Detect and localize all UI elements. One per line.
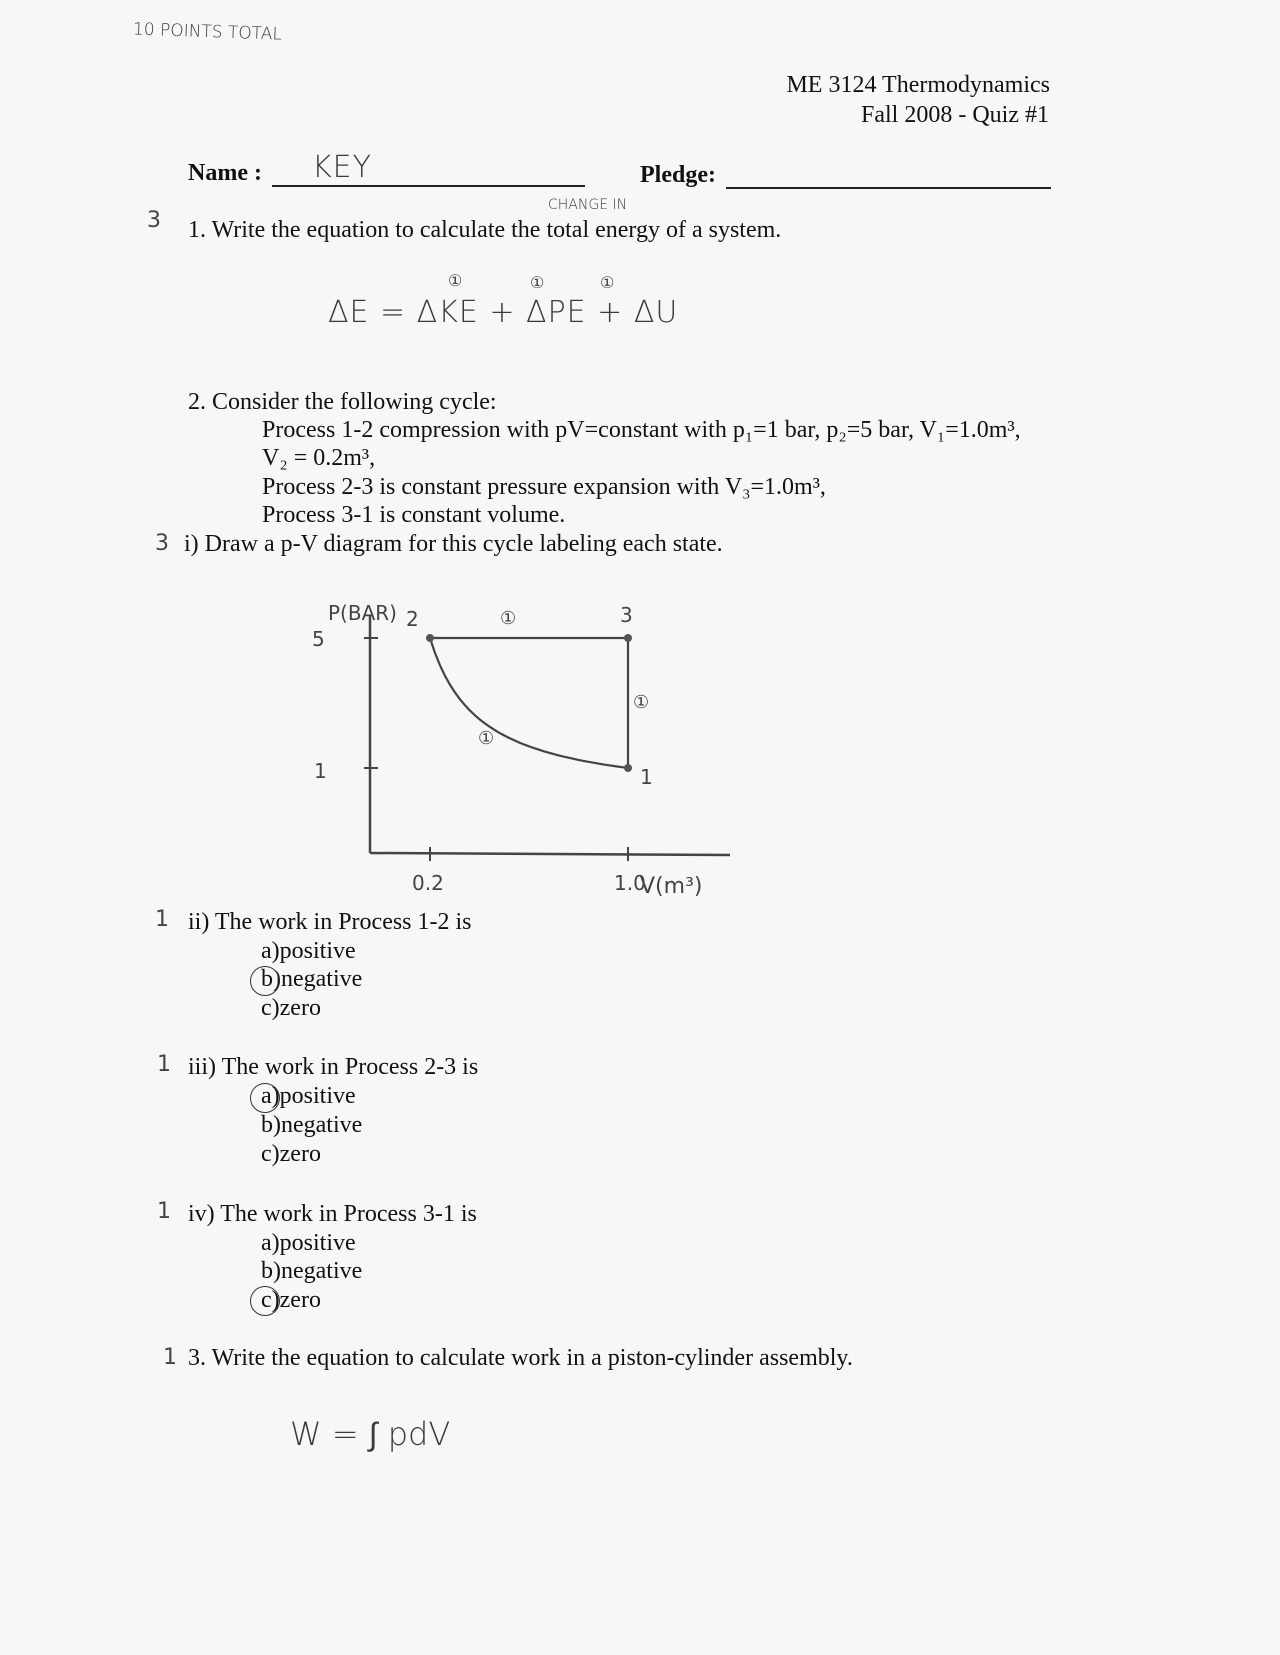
q2iv-option-c[interactable]: c)zero	[261, 1287, 321, 1313]
name-label: Name :	[188, 160, 262, 186]
q2iv-score: 1	[157, 1199, 171, 1224]
q2iii-option-a[interactable]: a)positive	[261, 1083, 356, 1109]
y-tick-label-1: 1	[314, 759, 327, 783]
state-label-1: 1	[640, 765, 653, 789]
q2ii-option-c[interactable]: c)zero	[261, 995, 321, 1021]
mark-3-1: ①	[633, 692, 650, 713]
q2iv-option-a[interactable]: a)positive	[261, 1230, 356, 1256]
state-label-2: 2	[406, 607, 419, 631]
name-line	[272, 185, 585, 187]
points-note: 10 POINTS TOTAL	[132, 19, 283, 45]
q3-answer: W = ∫ pdV	[290, 1415, 451, 1453]
quiz-term: Fall 2008 - Quiz #1	[861, 102, 1049, 128]
pv-diagram	[300, 590, 820, 910]
q2i-text: i) Draw a p-V diagram for this cycle labeling each state.	[184, 531, 723, 557]
segment-1-2	[430, 638, 628, 768]
name-value: KEY	[312, 150, 372, 185]
pledge-label: Pledge:	[640, 162, 716, 188]
q3-score: 1	[163, 1345, 177, 1370]
q1-mark-3: ①	[600, 273, 615, 292]
pledge-line	[726, 187, 1051, 189]
q2iii-option-b[interactable]: b)negative	[261, 1112, 363, 1138]
q1-answer: ΔE = ΔKE + ΔPE + ΔU	[328, 295, 679, 330]
q2ii-question: ii) The work in Process 1-2 is	[188, 909, 472, 935]
course-title: ME 3124 Thermodynamics	[786, 72, 1050, 98]
state-point-3	[624, 634, 632, 642]
mark-1-2: ①	[478, 728, 495, 749]
q2iii-score: 1	[157, 1052, 171, 1077]
q2-process-3-1: Process 3-1 is constant volume.	[262, 502, 566, 528]
q2iii-option-c[interactable]: c)zero	[261, 1141, 321, 1167]
q2iv-option-b[interactable]: b)negative	[261, 1258, 363, 1284]
x-tick-label-1.0: 1.0	[614, 871, 646, 895]
q2-process-2-3: Process 2-3 is constant pressure expansion with V₃=1.0m³,	[262, 474, 826, 500]
q2-process-1-2b: V₂ = 0.2m³,	[262, 445, 376, 471]
q1-mark-2: ①	[530, 273, 545, 292]
q2iv-question: iv) The work in Process 3-1 is	[188, 1201, 477, 1227]
q2ii-option-b[interactable]: b)negative	[261, 966, 363, 992]
state-point-2	[426, 634, 434, 642]
q2ii-answer-circle	[250, 966, 280, 996]
q1-text: 1. Write the equation to calculate the total energy of a system.	[188, 217, 782, 243]
q2ii-score: 1	[155, 907, 169, 932]
state-point-1	[624, 764, 632, 772]
q2ii-option-a[interactable]: a)positive	[261, 938, 356, 964]
q1-score: 3	[147, 208, 161, 233]
x-tick-label-0.2: 0.2	[412, 871, 444, 895]
q2iii-answer-circle	[250, 1083, 280, 1113]
v-axis	[370, 853, 730, 855]
mark-2-3: ①	[500, 608, 517, 629]
y-tick-label-5: 5	[312, 627, 325, 651]
p-axis-label: P(BAR)	[328, 601, 397, 625]
q2-intro: 2. Consider the following cycle:	[188, 389, 497, 415]
q1-mark-1: ①	[448, 271, 463, 290]
v-axis-label: V(m³)	[640, 874, 703, 899]
q2iv-answer-circle	[250, 1286, 280, 1316]
q2i-score: 3	[155, 531, 169, 556]
state-label-3: 3	[620, 603, 633, 627]
q2-process-1-2: Process 1-2 compression with pV=constant with p₁=1 bar, p₂=5 bar, V₁=1.0m³,	[262, 417, 1021, 443]
q2iii-question: iii) The work in Process 2-3 is	[188, 1054, 479, 1080]
q3-text: 3. Write the equation to calculate work in a piston-cylinder assembly.	[188, 1345, 853, 1371]
q1-insert-note: CHANGE IN	[548, 197, 628, 213]
